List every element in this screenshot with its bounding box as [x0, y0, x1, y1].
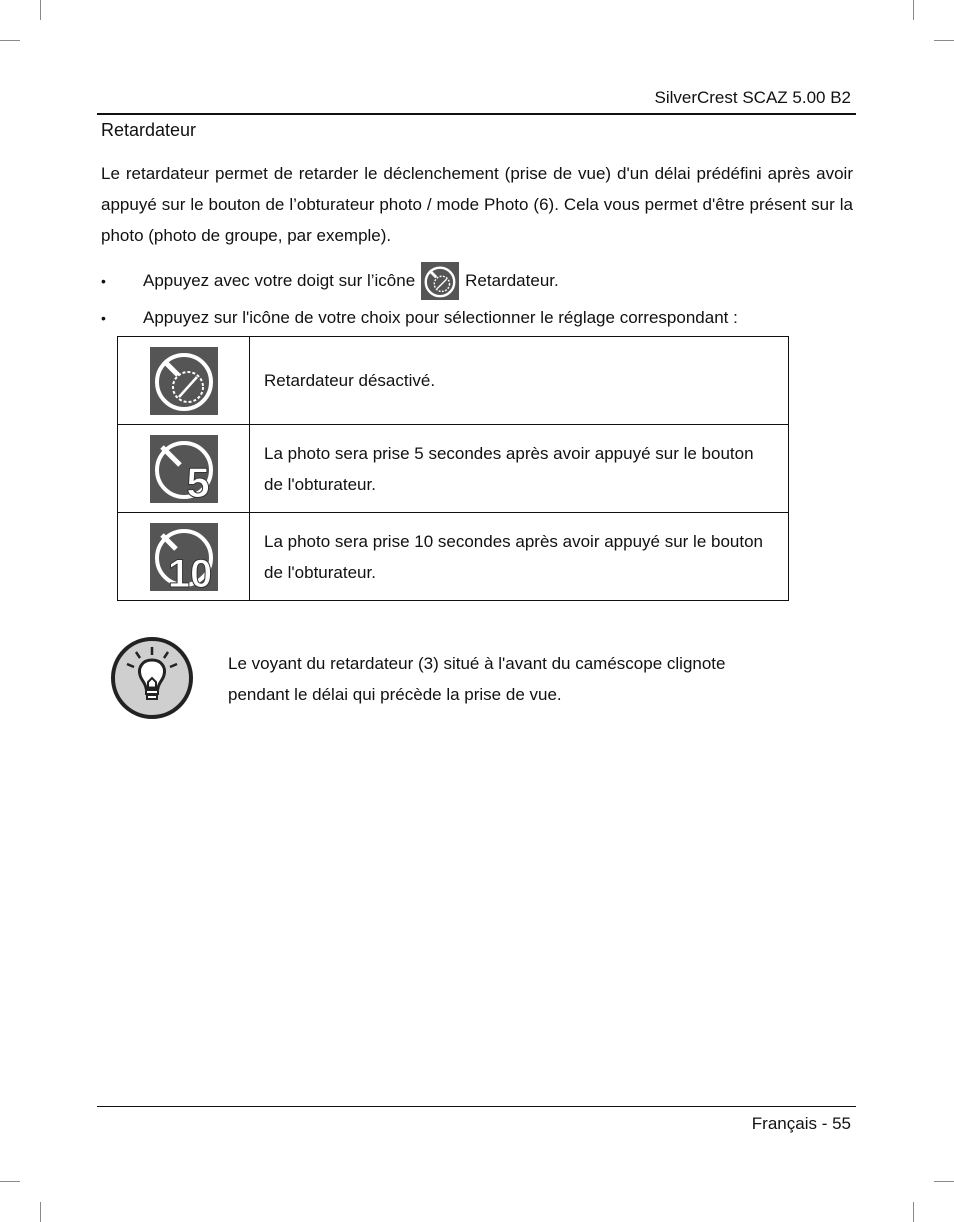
table-row [118, 337, 789, 425]
header-rule [97, 113, 856, 115]
footer-rule [97, 1106, 856, 1107]
timer-icon [421, 262, 459, 300]
header-product: SilverCrest SCAZ 5.00 B2 [654, 88, 851, 107]
bullet-text: Appuyez sur l'icône de votre choix pour sélectionner le réglage correspondant : [143, 308, 738, 327]
bullet-dot: • [101, 310, 106, 326]
bullet-item [101, 303, 738, 333]
option-text: Retardateur désactivé. [250, 337, 789, 425]
crop-mark [0, 1181, 20, 1182]
crop-mark [913, 0, 914, 20]
timer-off-icon [150, 347, 218, 415]
crop-mark [934, 1181, 954, 1182]
crop-mark [40, 0, 41, 20]
crop-mark [0, 40, 20, 41]
bullet-dot: • [101, 273, 106, 289]
crop-mark [934, 40, 954, 41]
section-title: Retardateur [101, 120, 197, 140]
table-row [118, 513, 789, 601]
option-text: La photo sera prise 10 secondes après avoir appuyé sur le bouton de l'obturateur. [250, 513, 789, 601]
timer-5-label: 5 [185, 458, 210, 503]
timer-10-label: 10 [167, 551, 212, 591]
crop-mark [913, 1202, 914, 1222]
bullet-text: Retardateur. [465, 271, 559, 290]
bullet-item [101, 266, 559, 296]
page-number: Français - 55 [751, 1114, 851, 1133]
bullet-text: Appuyez avec votre doigt sur l’icône [143, 271, 416, 290]
table-row [118, 425, 789, 513]
crop-mark [40, 1202, 41, 1222]
timer-options-table [117, 336, 789, 601]
timer-5-icon [150, 435, 218, 503]
lightbulb-icon [110, 636, 194, 720]
tip-text: Le voyant du retardateur (3) situé à l'avant du caméscope clignote pendant le délai qui précède la prise de vue. [228, 654, 726, 704]
option-text: La photo sera prise 5 secondes après avoir appuyé sur le bouton de l'obturateur. [250, 425, 789, 513]
timer-10-icon [150, 523, 218, 591]
intro-paragraph: Le retardateur permet de retarder le déclenchement (prise de vue) d'un délai prédéfini après avoir appuyé sur le bouton de l’obturateur photo / mode Photo (6). Cela vous permet d'être présent sur la photo (photo de groupe, par exemple). [101, 164, 853, 245]
